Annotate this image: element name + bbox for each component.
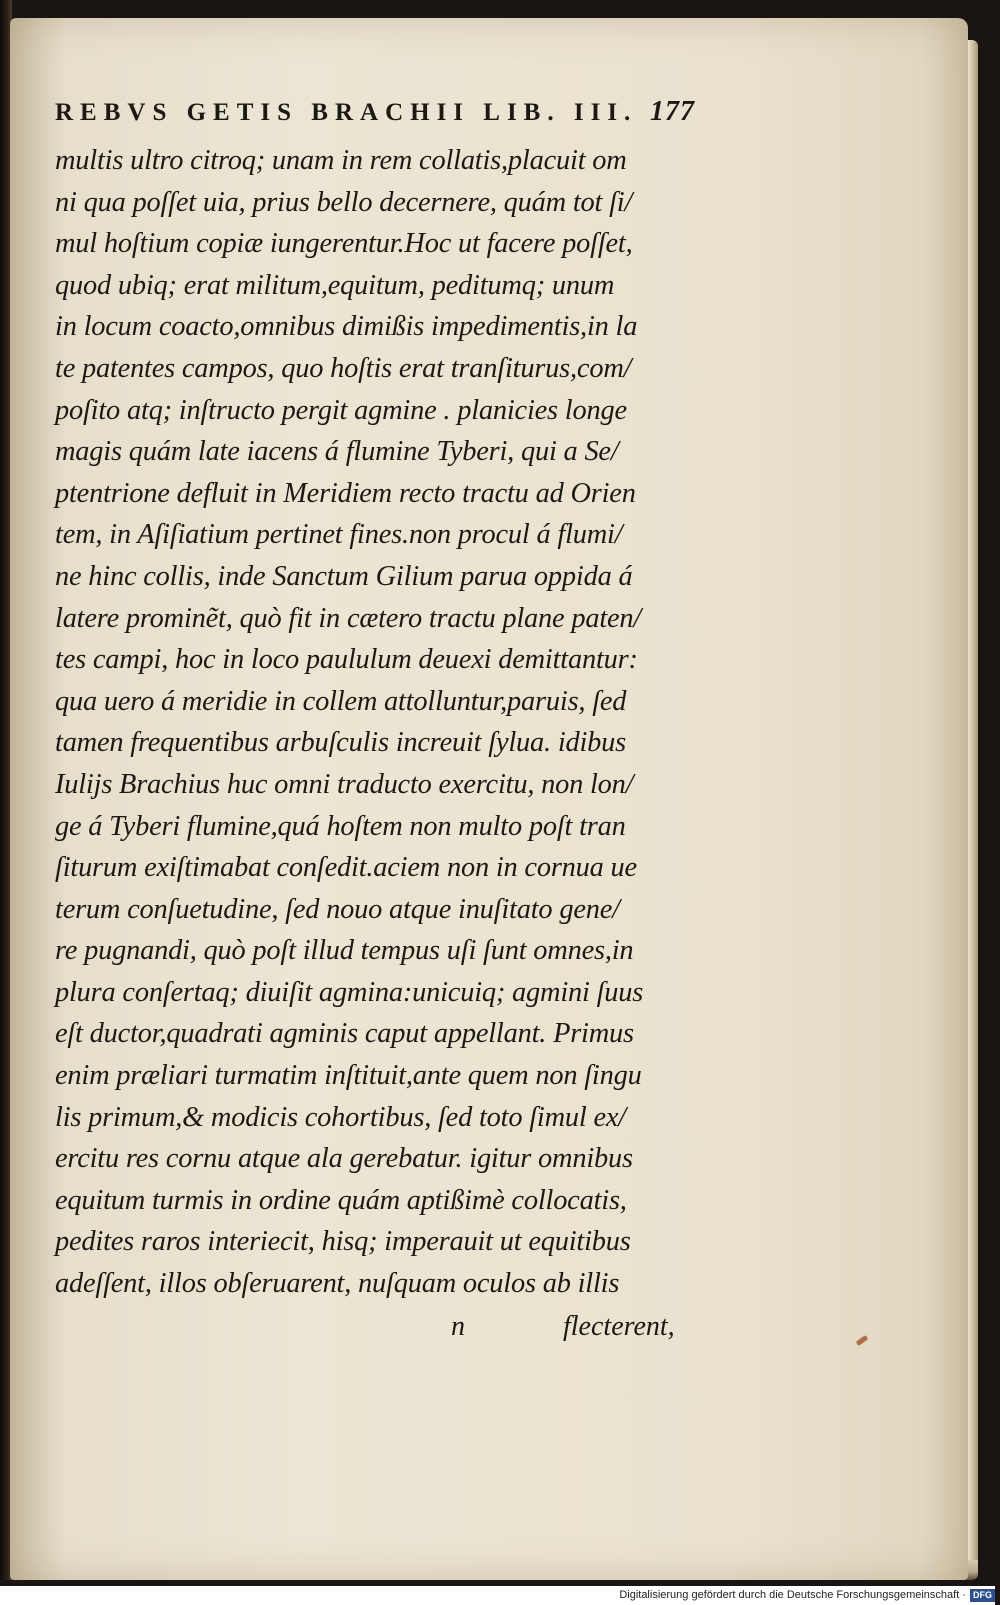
text-line: pedites raros interiecit, hisq; imperauit ut equitibus (55, 1226, 631, 1258)
book-page (10, 18, 968, 1580)
dfg-logo: DFG (970, 1589, 995, 1602)
text-line: re pugnandi, quò poſt illud tempus uſi ſunt omnes,in (55, 935, 634, 967)
text-line: tem, in Aſiſiatium pertinet fines.non procul á flumi/ (55, 519, 623, 551)
signature-catchword-row (55, 1305, 695, 1349)
text-line: ge á Tyberi flumine,quá hoſtem non multo poſt tran (55, 810, 626, 842)
text-line: eſt ductor,quadrati agminis caput appellant. Primus (55, 1018, 634, 1050)
credit-text: Digitalisierung gefördert durch die Deutsche Forschungsgemeinschaft · (619, 1589, 966, 1601)
text-line: terum conſuetudine, ſed nouo atque inuſitato gene/ (55, 893, 620, 925)
running-head (55, 96, 695, 140)
text-line: tes campi, hoc in loco paululum deuexi demittantur: (55, 644, 638, 676)
catchword: flecterent, (563, 1310, 675, 1342)
text-line: poſito atq; inſtructo pergit agmine . planicies longe (55, 394, 627, 426)
text-line: enim præliari turmatim inſtituit,ante quem non ſingu (55, 1060, 642, 1092)
text-line: quod ubiq; erat militum,equitum, peditumq; unum (55, 269, 615, 301)
text-line: tamen frequentibus arbuſculis increuit ſylua. idibus (55, 727, 627, 759)
text-line: Iulijs Brachius huc omni traducto exercitu, non lon/ (55, 768, 634, 800)
text-line: te patentes campos, quo hoſtis erat tranſiturus,com/ (55, 352, 632, 384)
text-line: ni qua poſſet uia, prius bello decernere, quám tot ſi/ (55, 186, 633, 218)
text-line: ne hinc collis, inde Sanctum Gilium parua oppida á (55, 560, 633, 592)
folio-number: 177 (650, 96, 695, 127)
text-line: equitum turmis in ordine quám aptißimè collocatis, (55, 1184, 627, 1216)
text-line: magis quám late iacens á flumine Tyberi, qui a Se/ (55, 436, 619, 468)
text-line: plura conſertaq; diuiſit agmina:unicuiq; agmini ſuus (55, 976, 644, 1008)
ink-stain (856, 1335, 869, 1346)
text-line: lis primum,& modicis cohortibus, ſed toto ſimul ex/ (55, 1101, 626, 1133)
text-line: ſiturum exiſtimabat conſedit.aciem non in cornua ue (55, 852, 637, 884)
text-line: qua uero á meridie in collem attolluntur,paruis, ſed (55, 685, 627, 717)
digitization-credit (0, 1586, 995, 1605)
text-line: in locum coacto,omnibus dimißis impedimentis,in la (55, 311, 638, 343)
text-line: adeſſent, illos obſeruarent, nuſquam oculos ab illis (55, 1268, 620, 1300)
text-line: latere prominẽt, quò fit in cætero tractu plane paten/ (55, 602, 642, 634)
signature-mark: n (451, 1310, 465, 1342)
page-text-block (55, 96, 695, 1349)
text-line: ercitu res cornu atque ala gerebatur. igitur omnibus (55, 1143, 633, 1175)
text-line: mul hoſtium copiæ iungerentur.Hoc ut facere poſſet, (55, 228, 633, 260)
text-line: ptentrione defluit in Meridiem recto tractu ad Orien (55, 477, 636, 509)
text-line: multis ultro citroq; unam in rem collatis,placuit om (55, 145, 627, 176)
running-head-title: REBVS GETIS BRACHII LIB. III. (55, 99, 638, 126)
body-text (55, 140, 695, 1305)
